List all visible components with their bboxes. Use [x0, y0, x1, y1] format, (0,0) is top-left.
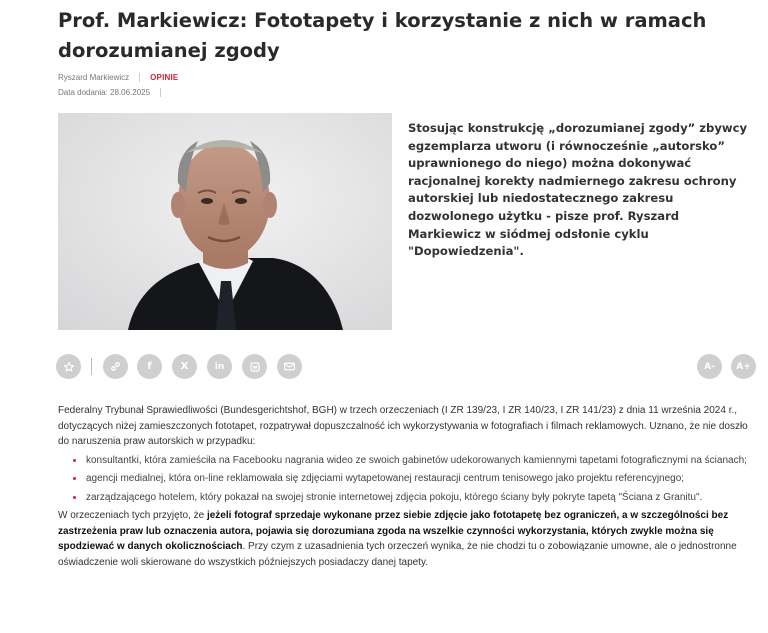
wykop-share-button[interactable]: [242, 354, 267, 379]
body-paragraph: [58, 508, 758, 570]
category-link[interactable]: OPINIE: [150, 73, 179, 82]
font-decrease-button[interactable]: A-: [697, 354, 722, 379]
facebook-icon: f: [147, 361, 152, 372]
text-segment: W orzeczeniach tych przyjęto, że: [58, 510, 207, 521]
list-item: zarządzającego hotelem, który pokazał na swojej stronie internetowej zdjęcia pokoju, którego ściany były pokryte tapetą "Ściana z Granitu".: [86, 490, 758, 506]
body-paragraph: Federalny Trybunał Sprawiedliwości (Bundesgerichtshof, BGH) w trzech orzeczeniach (I ZR 139/23, I ZR 140/23, I ZR 141/23) z dnia 11 września 2024 r., dotyczących niżej zamieszczonych fototapet, rozpatrywał dopuszczalność ich wykorzystywania w fotografiach i filmach reklamowych. Uznano, że nie doszło do naruszenia praw autorskich w przypadku:: [58, 405, 748, 447]
list-item: agencji medialnej, która on-line reklamowała się zdjęciami wytapetowanej restauracji centrum tenisowego jako projektu referencyjnego;: [86, 471, 758, 487]
bold-text-segment: jeżeli fotograf sprzedaje wykonane przez siebie zdjęcie jako fototapetę bez ograniczeń, a w szczególności bez zastrzeżenia praw lub oznaczenia autora, pojawia się dorozumiana zgoda na wszelkie czynności wykorzystania, których zwykle można się spodziewać w danych okolicznościach: [58, 510, 729, 552]
article-body: [58, 403, 758, 570]
email-share-button[interactable]: [277, 354, 302, 379]
author-photo: [58, 113, 392, 330]
article-date-row: [58, 88, 161, 97]
share-toolbar: [0, 354, 768, 382]
x-share-button[interactable]: [172, 354, 197, 379]
list-item: konsultantki, która zamieściła na Facebooku nagrania wideo ze swoich gabinetów udekorowanych kamiennymi tapetami fotograficznymi na ścianach;: [86, 453, 758, 469]
article-meta: [58, 73, 178, 82]
star-icon: [63, 361, 75, 373]
wykop-icon: [249, 361, 261, 373]
author-link[interactable]: Ryszard Markiewicz: [58, 73, 130, 82]
share-divider: [91, 358, 92, 375]
link-icon: [109, 360, 122, 373]
meta-divider: [139, 73, 140, 82]
publish-date: Data dodania: 28.06.2025: [58, 88, 151, 97]
article-lead: Stosując konstrukcję „dorozumianej zgody” zbywcy egzemplarza utworu (i równocześnie „autorsko” uprawnionego do niego) można dokonywać racjonalnej korekty nadmiernego zakresu ochrony autorskiej lub niedostatecznego zakresu dozwolonego użytku - pisze prof. Ryszard Markiewicz w siódmej odsłonie cyklu "Dopowiedzenia".: [408, 121, 748, 259]
font-increase-button[interactable]: A+: [731, 354, 756, 379]
meta-divider: [160, 88, 161, 97]
linkedin-icon: in: [214, 361, 225, 372]
linkedin-share-button[interactable]: [207, 354, 232, 379]
mail-icon: [283, 360, 296, 373]
copy-link-button[interactable]: [103, 354, 128, 379]
favorite-star-button[interactable]: [56, 354, 81, 379]
facebook-share-button[interactable]: [137, 354, 162, 379]
article-title: Prof. Markiewicz: Fototapety i korzystanie z nich w ramach dorozumianej zgody: [58, 9, 707, 62]
x-icon: X: [180, 361, 189, 372]
bullet-list: [86, 453, 758, 506]
text-segment: . Przy czym z uzasadnienia tych orzeczeń wynika, że nie chodzi tu o zobowiązanie umowne, ale o jednostronne oświadczenie woli skierowane do wszystkich późniejszych posiadaczy danej tapety.: [58, 541, 737, 568]
